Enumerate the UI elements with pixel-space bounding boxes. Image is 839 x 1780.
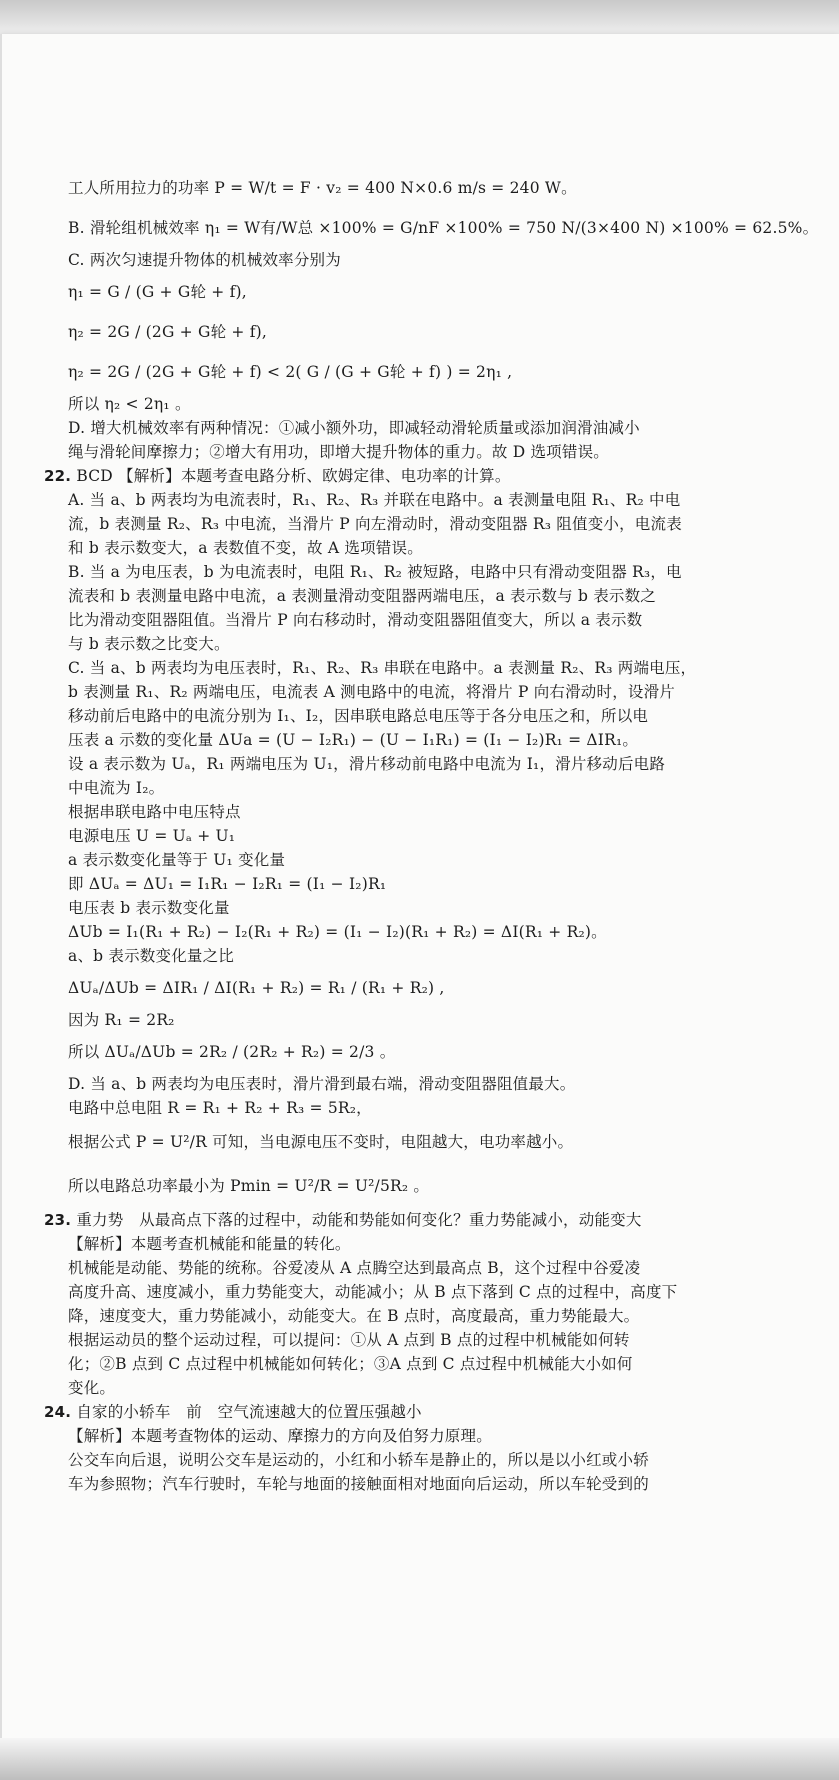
text-line: 工人所用拉力的功率 P = W/t = F · v₂ = 400 N×0.6 m/s = 240 W。 bbox=[68, 179, 577, 197]
text-line: 所以 ΔUₐ/ΔUb = 2R₂ / (2R₂ + R₂) = 2/3 。 bbox=[68, 1043, 396, 1061]
text-line: 所以电路总功率最小为 Pmin = U²/R = U²/5R₂ 。 bbox=[68, 1177, 430, 1195]
text-line: 绳与滑轮间摩擦力；②增大有用功，即增大提升物体的重力。故 D 选项错误。 bbox=[68, 443, 609, 461]
question-heading bbox=[44, 1400, 728, 1424]
text-line: η₁ = G / (G + G轮 + f), bbox=[68, 283, 247, 301]
question-answer-text: BCD 【解析】本题考查电路分析、欧姆定律、电功率的计算。 bbox=[76, 467, 511, 485]
text-line: b 表测量 R₁、R₂ 两端电压，电流表 A 测电路中的电流，将滑片 P 向右滑动时，设滑片 bbox=[68, 683, 676, 701]
text-line: a、b 表示数变化量之比 bbox=[68, 947, 234, 965]
text-line: 电压表 b 表示数变化量 bbox=[68, 899, 230, 917]
text-line: 电源电压 U = Uₐ + U₁ bbox=[68, 827, 236, 845]
text-line: 高度升高、速度减小，重力势能变大，动能减小；从 B 点下落到 C 点的过程中，高度下 bbox=[68, 1283, 678, 1301]
question-answer-text: 重力势 从最高点下落的过程中，动能和势能如何变化？重力势能减小，动能变大 bbox=[76, 1211, 642, 1229]
text-line: 因为 R₁ = 2R₂ bbox=[68, 1011, 175, 1029]
text-line: 机械能是动能、势能的统称。谷爱凌从 A 点腾空达到最高点 B，这个过程中谷爱凌 bbox=[68, 1259, 641, 1277]
text-line: 比为滑动变阻器阻值。当滑片 P 向右移动时，滑动变阻器阻值变大，所以 a 表示数 bbox=[68, 611, 643, 629]
question-number: 23. bbox=[44, 1211, 72, 1229]
text-line: 车为参照物；汽车行驶时，车轮与地面的接触面相对地面向后运动，所以车轮受到的 bbox=[68, 1475, 649, 1493]
text-line: ΔUb = I₁(R₁ + R₂) − I₂(R₁ + R₂) = (I₁ − I₂)(R₁ + R₂) = ΔI(R₁ + R₂)。 bbox=[68, 923, 607, 941]
text-line: 设 a 表示数为 Uₐ，R₁ 两端电压为 U₁，滑片移动前电路中电流为 I₁，滑片移动后电路 bbox=[68, 755, 666, 773]
text-line: 压表 a 示数的变化量 ΔUa = (U − I₂R₁) − (U − I₁R₁) = (I₁ − I₂)R₁ = ΔIR₁。 bbox=[68, 731, 639, 749]
text-line: 移动前后电路中的电流分别为 I₁、I₂，因串联电路总电压等于各分电压之和，所以电 bbox=[68, 707, 649, 725]
text-line: ΔUₐ/ΔUb = ΔIR₁ / ΔI(R₁ + R₂) = R₁ / (R₁ + R₂) , bbox=[68, 979, 445, 997]
answer-content bbox=[44, 168, 819, 1496]
text-line: 【解析】本题考查机械能和能量的转化。 bbox=[68, 1235, 351, 1253]
question-answer-text: 自家的小轿车 前 空气流速越大的位置压强越小 bbox=[76, 1403, 422, 1421]
page-edge bbox=[0, 34, 2, 1738]
text-line: 与 b 表示数之比变大。 bbox=[68, 635, 230, 653]
text-line: D. 当 a、b 两表均为电压表时，滑片滑到最右端，滑动变阻器阻值最大。 bbox=[68, 1075, 576, 1093]
text-line: 即 ΔUₐ = ΔU₁ = I₁R₁ − I₂R₁ = (I₁ − I₂)R₁ bbox=[68, 875, 387, 893]
text-line: 根据运动员的整个运动过程，可以提问：①从 A 点到 B 点的过程中机械能如何转 bbox=[68, 1331, 630, 1349]
text-line: C. 当 a、b 两表均为电压表时，R₁、R₂、R₃ 串联在电路中。a 表测量 R₂、R₃ 两端电压， bbox=[68, 659, 697, 677]
text-line: 根据串联电路中电压特点 bbox=[68, 803, 241, 821]
question-number: 22. bbox=[44, 467, 72, 485]
text-line: 电路中总电阻 R = R₁ + R₂ + R₃ = 5R₂， bbox=[68, 1099, 372, 1117]
text-line: 化；②B 点到 C 点过程中机械能如何转化；③A 点到 C 点过程中机械能大小如何 bbox=[68, 1355, 633, 1373]
document-page bbox=[0, 34, 839, 1738]
text-line: 根据公式 P = U²/R 可知，当电源电压不变时，电阻越大，电功率越小。 bbox=[68, 1133, 574, 1151]
text-line: 中电流为 I₂。 bbox=[68, 779, 165, 797]
text-line: A. 当 a、b 两表均为电流表时，R₁、R₂、R₃ 并联在电路中。a 表测量电阻 R₁、R₂ 中电 bbox=[68, 491, 681, 509]
text-line: 【解析】本题考查物体的运动、摩擦力的方向及伯努力原理。 bbox=[68, 1427, 492, 1445]
text-line: 变化。 bbox=[68, 1379, 116, 1397]
text-line: B. 滑轮组机械效率 η₁ = W有/W总 ×100% = G/nF ×100% = 750 N/(3×400 N) ×100% = 62.5%。 bbox=[68, 219, 819, 237]
question-number: 24. bbox=[44, 1403, 72, 1421]
text-line: C. 两次匀速提升物体的机械效率分别为 bbox=[68, 251, 341, 269]
text-line: 所以 η₂ < 2η₁ 。 bbox=[68, 395, 191, 413]
text-line: a 表示数变化量等于 U₁ 变化量 bbox=[68, 851, 286, 869]
text-line: η₂ = 2G / (2G + G轮 + f), bbox=[68, 323, 268, 341]
text-line: 和 b 表示数变大，a 表数值不变，故 A 选项错误。 bbox=[68, 539, 423, 557]
text-line: D. 增大机械效率有两种情况：①减小额外功，即减轻动滑轮质量或添加润滑油减小 bbox=[68, 419, 640, 437]
text-line: η₂ = 2G / (2G + G轮 + f) < 2( G / (G + G轮 + f) ) = 2η₁ , bbox=[68, 363, 513, 381]
question-heading bbox=[44, 1208, 728, 1232]
text-line: 降，速度变大，重力势能减小，动能变大。在 B 点时，高度最高，重力势能最大。 bbox=[68, 1307, 640, 1325]
text-line: B. 当 a 为电压表，b 为电流表时，电阻 R₁、R₂ 被短路，电路中只有滑动变阻器 R₃，电 bbox=[68, 563, 682, 581]
text-line: 流表和 b 表测量电路中电流，a 表测量滑动变阻器两端电压，a 表示数与 b 表示数之 bbox=[68, 587, 656, 605]
text-line: 公交车向后退，说明公交车是运动的，小红和小轿车是静止的，所以是以小红或小轿 bbox=[68, 1451, 649, 1469]
text-line: 流，b 表测量 R₂、R₃ 中电流，当滑片 P 向左滑动时，滑动变阻器 R₃ 阻值变小，电流表 bbox=[68, 515, 682, 533]
question-heading bbox=[44, 464, 728, 488]
viewer-bottom-edge bbox=[0, 1738, 839, 1780]
